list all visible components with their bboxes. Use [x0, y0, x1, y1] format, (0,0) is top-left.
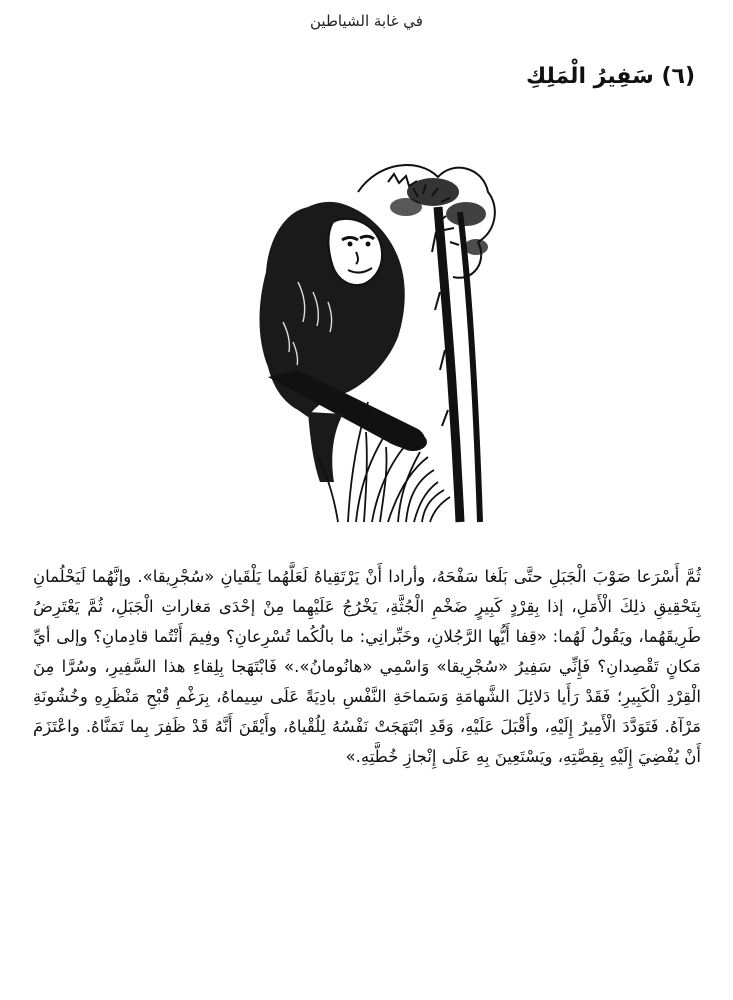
ape-in-forest-illustration — [238, 152, 500, 524]
running-header: في غابة الشياطين — [310, 12, 423, 30]
story-paragraph: ثُمَّ أَسْرَعا صَوْبَ الْجَبَلِ حتَّى بَلَغا سَفْحَهُ، وأرادا أَنْ يَرْتَقِياهُ لَعَلَّهُما يَلْقَيانِ «سُجْرِيقا». وإنَّهُما لَيَحْلُمانِ بِتَحْقِيقِ ذلِكَ الْأَمَلِ، إذا بِقِرْدٍ كَبِيرٍ ضَخْمِ الْجُثَّةِ، يَخْرُجُ عَلَيْهِما مِنْ إحْدَى مَغاراتِ الْجَبَلِ، ثُمَّ يَعْتَرِضُ طَرِيقَهُما، ويَقُولُ لَهُما: «قِفا أَيُّها الرَّجُلانِ، وخَبِّرانِي: ما بالُكُما تُسْرِعانِ؟ وفِيمَ أَنْتُما قادِمانِ؟ وإلى أيِّ مَكانٍ تَقْصِدانِ؟ فَإِنِّي سَفِيرُ «سُجْرِيقا» وَاسْمِي «هانُومانُ».» فَابْتَهَجا بِلِقاءِ هذا السَّفِيرِ، وسُرَّا مِنَ الْقِرْدِ الْكَبِيرِ؛ فَقَدْ رَأَيا دَلائِلَ الشَّهامَةِ وَسَماحَةِ النَّفْسِ بادِيَةً عَلَى سِيماهُ، بِرَغْمِ قُبْحِ مَنْظَرِهِ وخُشُونَةِ مَرْآهُ. فَتَوَدَّدَ الْأَمِيرُ إِلَيْهِ، وأَقْبَلَ عَلَيْهِ، وَقَدِ ابْتَهَجَتْ نَفْسُهُ لِلُقْياهُ، وأَيْقَنَ أَنَّهُ قَدْ ظَفِرَ بِما تَمَنَّاهُ. واعْتَزَمَ أَنْ يُفْضِيَ إِلَيْهِ بِقِصَّتِهِ، ويَسْتَعِينَ بِهِ عَلَى إِنْجازِ خُطَّتِهِ.» — [33, 567, 701, 766]
chapter-title: (٦) سَفِيرُ الْمَلِكِ — [525, 64, 695, 89]
ape-leg — [308, 412, 343, 482]
ape-figure — [260, 202, 428, 482]
body-text — [33, 562, 701, 772]
